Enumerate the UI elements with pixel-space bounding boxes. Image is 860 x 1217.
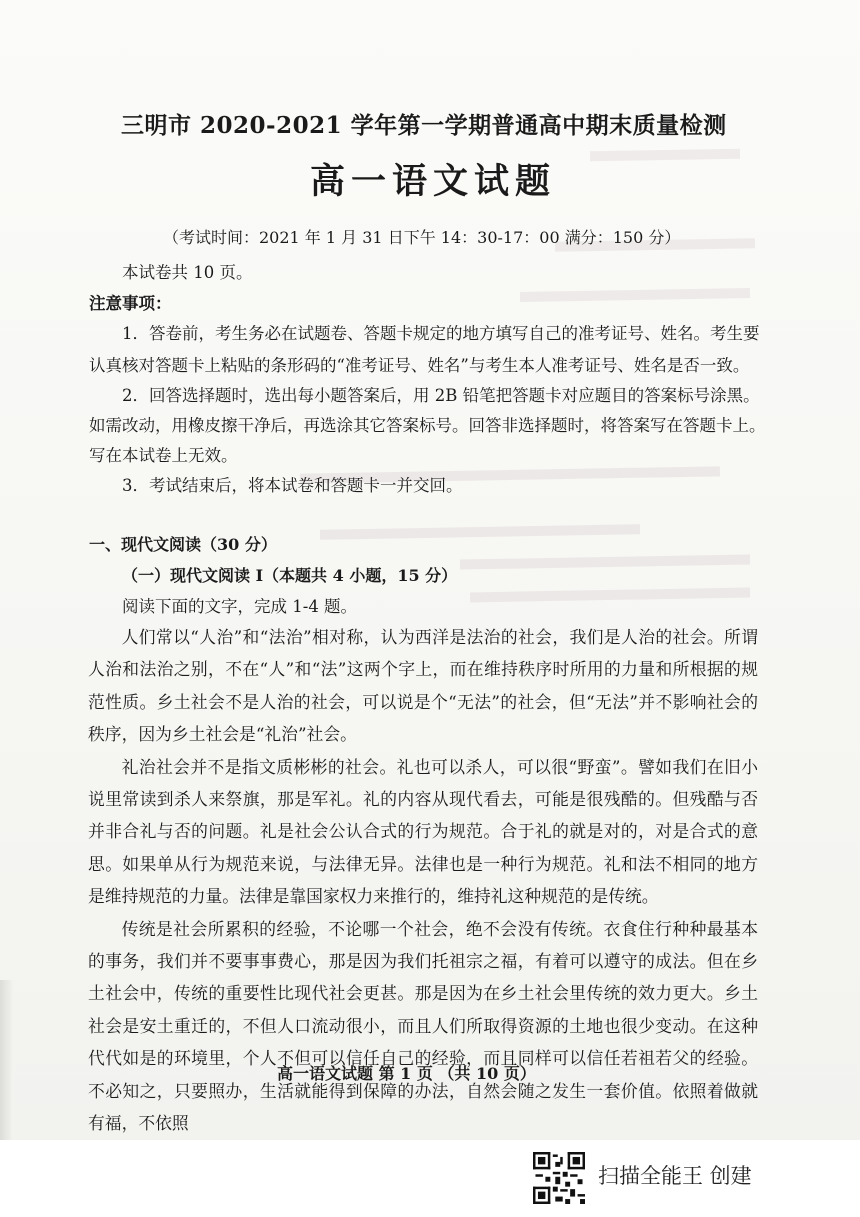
notice-heading: 注意事项：	[89, 294, 172, 313]
scanner-app-label: 扫描全能王 创建	[598, 1164, 752, 1188]
notice-line: 1．答卷前，考生务必在试题卷、答题卡规定的地方填写自己的准考证号、姓名。考生要	[122, 324, 760, 343]
notice-line: 2．回答选择题时，选出每小题答案后，用 2B 铅笔把答题卡对应题目的答案标号涂黑。	[122, 386, 760, 405]
section-heading: 一、现代文阅读（30 分）	[89, 535, 277, 554]
notice-line: 如需改动，用橡皮擦干净后，再选涂其它答案标号。回答非选择题时，将答案写在答题卡上。	[89, 416, 766, 435]
scan-edge-shadow	[0, 980, 14, 1140]
passage-paragraph: 礼治社会并不是指文质彬彬的社会。礼也可以杀人，可以很“野蛮”。譬如我们在旧小说里常读到杀人来祭旗，那是军礼。礼的内容从现代看去，可能是很残酷的。但残酷与否并非合礼与否的问题。礼是社会公认合式的行为规范。合于礼的就是对的，对是合式的意思。如果单从行为规范来说，与法律无异。法律也是一种行为规范。礼和法不相同的地方是维持规范的力量。法律是靠国家权力来推行的，维持礼这种规范的是传统。	[88, 756, 758, 907]
reading-instruction: 阅读下面的文字，完成 1-4 题。	[122, 597, 358, 616]
subject-title: 高一语文试题	[310, 161, 557, 202]
passage-paragraph: 人们常以“人治”和“法治”相对称，认为西洋是法治的社会，我们是人治的社会。所谓人治和法治之别，不在“人”和“法”这两个字上，而在维持秩序时所用的力量和所根据的规范性质。乡土社会不是人治的社会，可以说是个“无法”的社会，但“无法”并不影响社会的秩序，因为乡土社会是“礼治”社会。	[88, 627, 758, 745]
notice-line: 3．考试结束后，将本试卷和答题卡一并交回。	[122, 476, 463, 495]
notice-line: 认真核对答题卡上粘贴的条形码的“准考证号、姓名”与考生本人准考证号、姓名是否一致。	[89, 356, 750, 375]
notice-line: 写在本试卷上无效。	[89, 446, 238, 465]
qr-code-icon	[533, 1152, 585, 1204]
subsection-heading: （一）现代文阅读 I（本题共 4 小题，15 分）	[122, 566, 458, 585]
exam-title: 三明市 2020-2021 学年第一学期普通高中期末质量检测	[121, 112, 727, 139]
reading-passage	[88, 621, 758, 1140]
passage-paragraph: 传统是社会所累积的经验，不论哪一个社会，绝不会没有传统。衣食住行种种最基本的事务，我们并不要事事费心，那是因为我们托祖宗之福，有着可以遵守的成法。但在乡土社会中，传统的重要性比现代社会更甚。那是因为在乡土社会里传统的效力更大。乡土社会是安土重迁的，不但人口流动很小，而且人们所取得资源的土地也很少变动。在这种代代如是的环境里，个人不但可以信任自己的经验，而且同样可以信任若祖若父的经验。不必知之，只要照办，生活就能得到保障的办法，自然会随之发生一套价值。依照着做就有福，不依照	[88, 918, 758, 1134]
exam-info: （考试时间：2021 年 1 月 31 日下午 14：30-17：00 满分：150 分）	[163, 228, 681, 247]
page-footer: 高一语文试题 第 1 页 （共 10 页）	[277, 1064, 536, 1083]
pages-note: 本试卷共 10 页。	[122, 263, 253, 282]
